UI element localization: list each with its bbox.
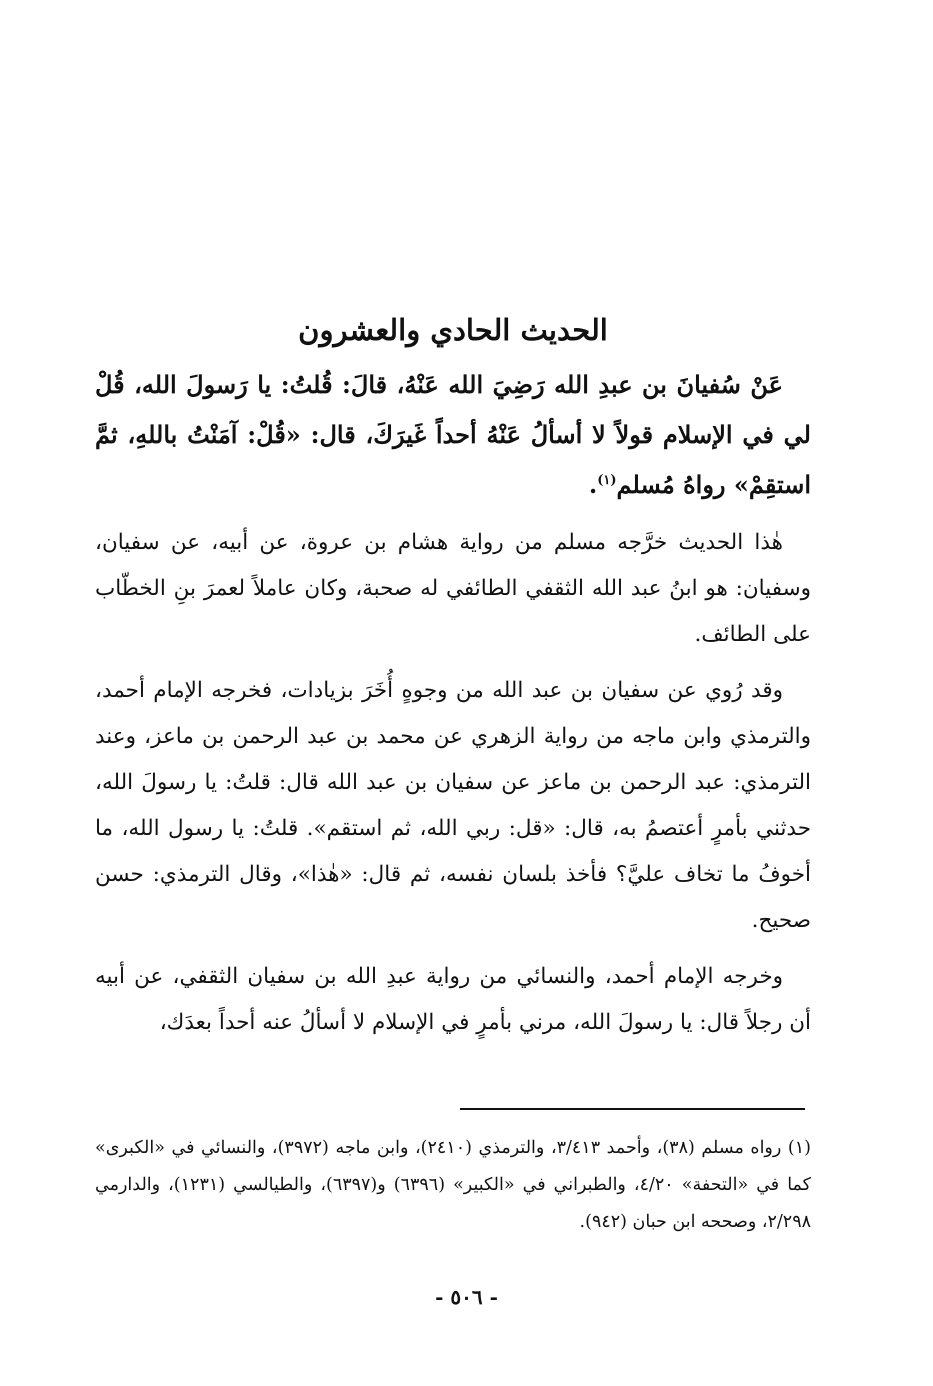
- footnote-1: (١) رواه مسلم (٣٨)، وأحمد ٣/٤١٣، والترمذي (٢٤١٠)، وابن ماجه (٣٩٧٢)، والنسائي في «الكبرى» كما في «التحفة» ٤/٢٠، والطبراني في «الكبير» (٦٣٩٦) و(٦٣٩٧)، والطيالسي (١٢٣١)، والدارمي ٢/٢٩٨، وصححه ابن حبان (٩٤٢).: [95, 1138, 812, 1232]
- footnote-ref: (١): [597, 473, 617, 488]
- hadith-text: [95, 360, 811, 510]
- page-number: - ٥٠٦ -: [435, 1285, 498, 1309]
- paragraph-2: وقد رُوي عن سفيان بن عبد الله من وجوهٍ أُخَرَ بزيادات، فخرجه الإمام أحمد، والترمذي وابن ماجه من رواية الزهري عن محمد بن عبد الرحمن بن ماعز، وعند الترمذي: عبد الرحمن بن ماعز عن سفيان بن عبد الله قال: قلتُ: يا رسولَ الله، حدثني بأمرٍ أعتصمُ به، قال: «قل: ربي الله، ثم استقم». قلتُ: يا رسول الله، ما أخوفُ ما تخاف عليَّ؟ فأخذ بلسان نفسه، ثم قال: «هٰذا»، وقال الترمذي: حسن صحيح.: [95, 678, 811, 933]
- paragraph-3: وخرجه الإمام أحمد، والنسائي من رواية عبدِ الله بن سفيان الثقفي، عن أبيه أن رجلاً قال: يا رسولَ الله، مرني بأمرٍ في الإسلام لا أسألُ عنه أحداً بعدَك،: [95, 964, 811, 1035]
- footnotes: [95, 1130, 811, 1241]
- hadith-end: .: [588, 470, 598, 499]
- page-title: الحديث الحادي والعشرون: [298, 313, 608, 347]
- page-body: [95, 300, 811, 1056]
- footnote-divider: [460, 1108, 805, 1110]
- paragraph-1: هٰذا الحديث خرَّجه مسلم من رواية هشام بن عروة، عن أبيه، عن سفيان، وسفيان: هو ابنُ عبد الله الثقفي الطائفي له صحبة، وكان عاملاً لعمرَ بنِ الخطّاب على الطائف.: [95, 530, 811, 647]
- hadith-body: عَنْ سُفيانَ بن عبدِ الله رَضِيَ الله عَنْهُ، قالَ: قُلتُ: يا رَسولَ الله، قُلْ لي في الإسلام قولاً لا أسألُ عَنْهُ أحداً غَيرَكَ، قال: «قُلْ: آمَنْتُ باللهِ، ثمَّ استقِمْ» رواهُ مُسلم: [95, 370, 811, 499]
